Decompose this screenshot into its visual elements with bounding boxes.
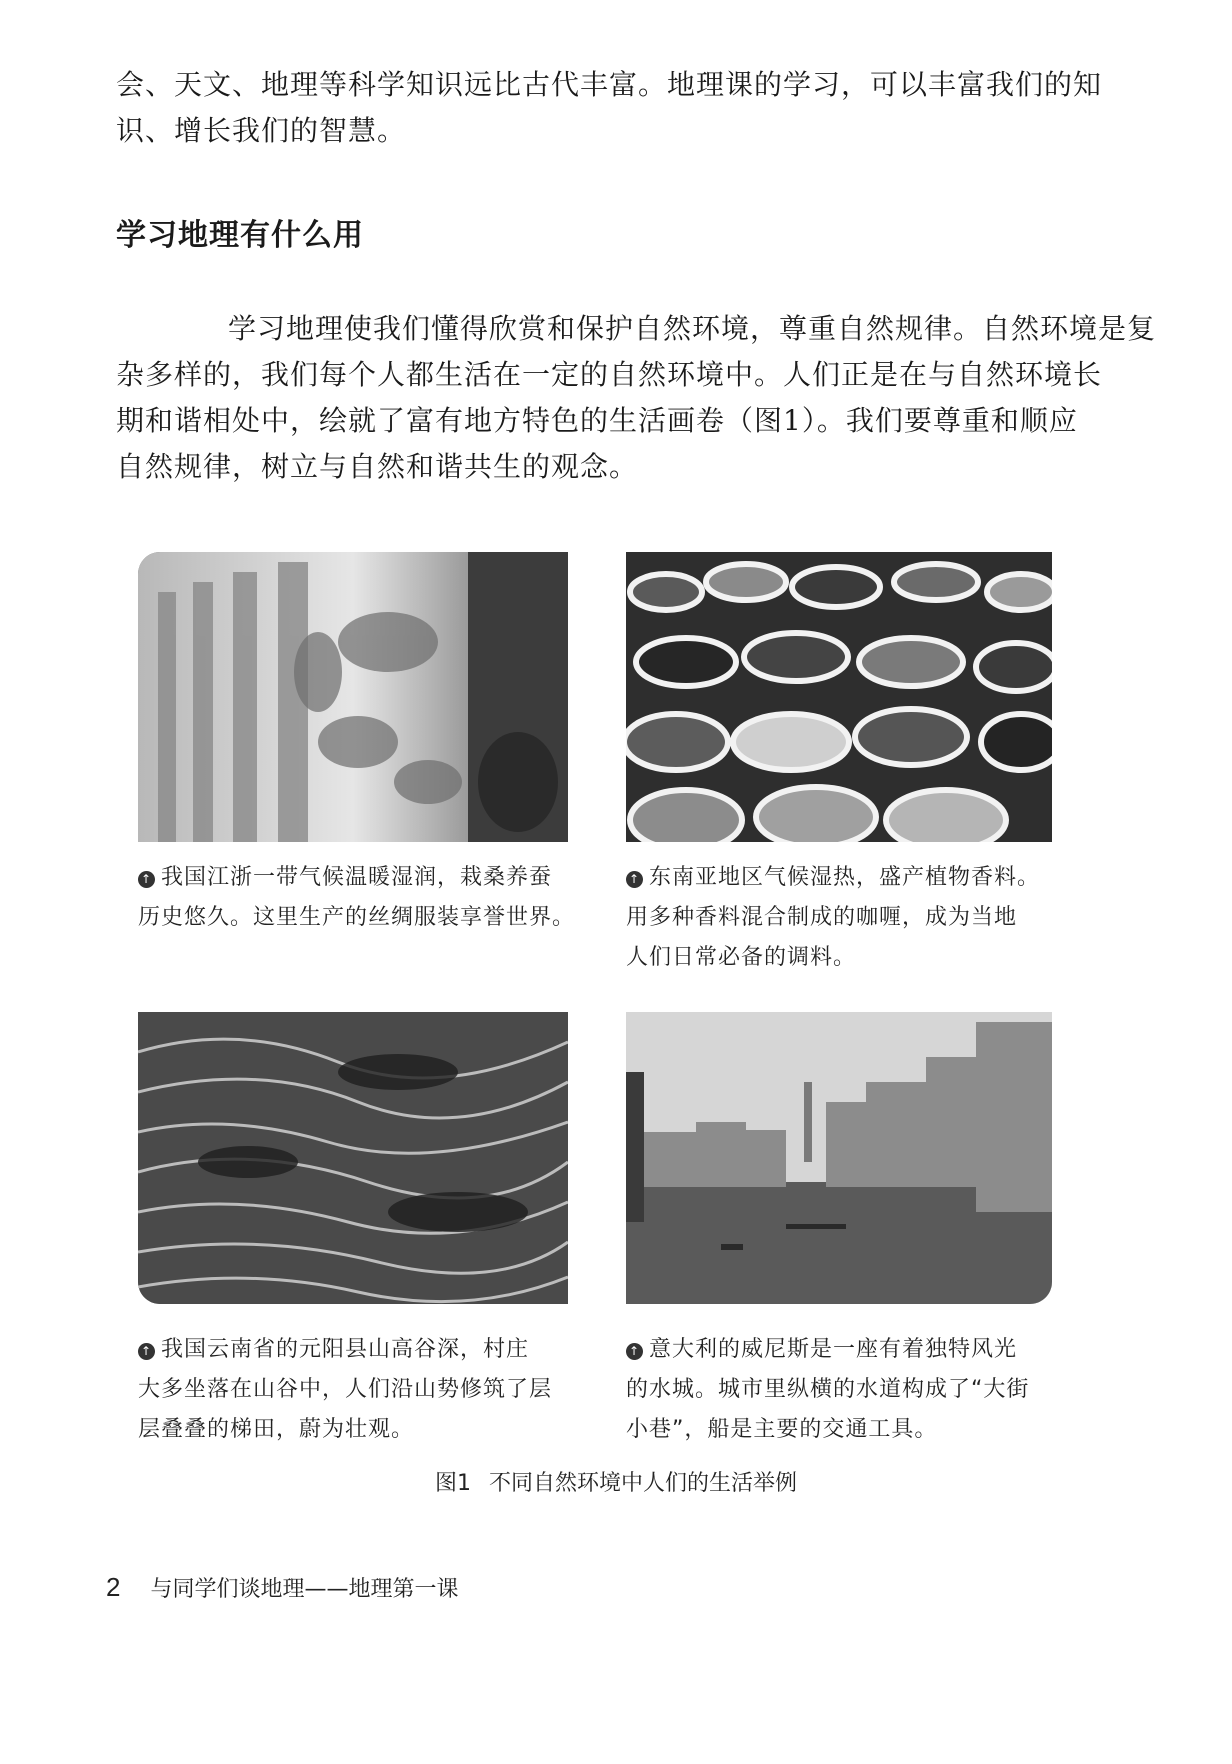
caption-arrow-icon: ↑	[138, 1343, 155, 1360]
footer-title: 与同学们谈地理——地理第一课	[150, 1577, 459, 1602]
intro-paragraph	[116, 62, 1103, 154]
caption-arrow-icon: ↑	[626, 871, 643, 888]
caption-text: 层叠叠的梯田，蔚为壮观。	[138, 1417, 415, 1442]
text-line: 识、增长我们的智慧。	[116, 114, 407, 147]
caption-text: 小巷”，船是主要的交通工具。	[626, 1417, 938, 1442]
text-line: 杂多样的，我们每个人都生活在一定的自然环境中。人们正是在与自然环境长	[116, 358, 1103, 391]
page-footer	[106, 1572, 458, 1603]
photo-caption	[138, 858, 575, 938]
rice-terraces-photo	[138, 1012, 568, 1304]
figure-number: 图1	[434, 1471, 471, 1496]
figure-title: 不同自然环境中人们的生活举例	[488, 1471, 797, 1496]
spice-market-photo	[626, 552, 1052, 842]
caption-text: 我国江浙一带气候温暖湿润，栽桑养蚕	[161, 865, 553, 890]
caption-text: 的水城。城市里纵横的水道构成了“大街	[626, 1377, 1030, 1402]
section-paragraph	[116, 306, 1157, 490]
caption-text: 历史悠久。这里生产的丝绸服装享誉世界。	[138, 905, 576, 930]
page-number: 2	[106, 1572, 121, 1602]
caption-arrow-icon: ↑	[626, 1343, 643, 1360]
caption-text: 意大利的威尼斯是一座有着独特风光	[649, 1337, 1018, 1362]
text-line: 自然规律，树立与自然和谐共生的观念。	[116, 450, 639, 483]
photo-caption	[626, 1330, 1029, 1450]
caption-text: 东南亚地区气候湿热，盛产植物香料。	[649, 865, 1041, 890]
text-line: 会、天文、地理等科学知识远比古代丰富。地理课的学习，可以丰富我们的知	[116, 68, 1103, 101]
caption-text: 大多坐落在山谷中，人们沿山势修筑了层	[138, 1377, 553, 1402]
text-line: 期和谐相处中，绘就了富有地方特色的生活画卷（图1）。我们要尊重和顺应	[116, 404, 1078, 437]
photo-caption	[626, 858, 1040, 978]
figure-caption	[0, 1466, 1232, 1497]
section-heading: 学习地理有什么用	[116, 218, 364, 253]
text-line: 学习地理使我们懂得欣赏和保护自然环境，尊重自然规律。自然环境是复	[228, 312, 1157, 345]
silk-clothing-photo	[138, 552, 568, 842]
photo-caption	[138, 1330, 552, 1450]
venice-canal-photo	[626, 1012, 1052, 1304]
caption-text: 人们日常必备的调料。	[626, 945, 857, 970]
caption-arrow-icon: ↑	[138, 871, 155, 888]
caption-text: 用多种香料混合制成的咖喱，成为当地	[626, 905, 1018, 930]
caption-text: 我国云南省的元阳县山高谷深，村庄	[161, 1337, 530, 1362]
